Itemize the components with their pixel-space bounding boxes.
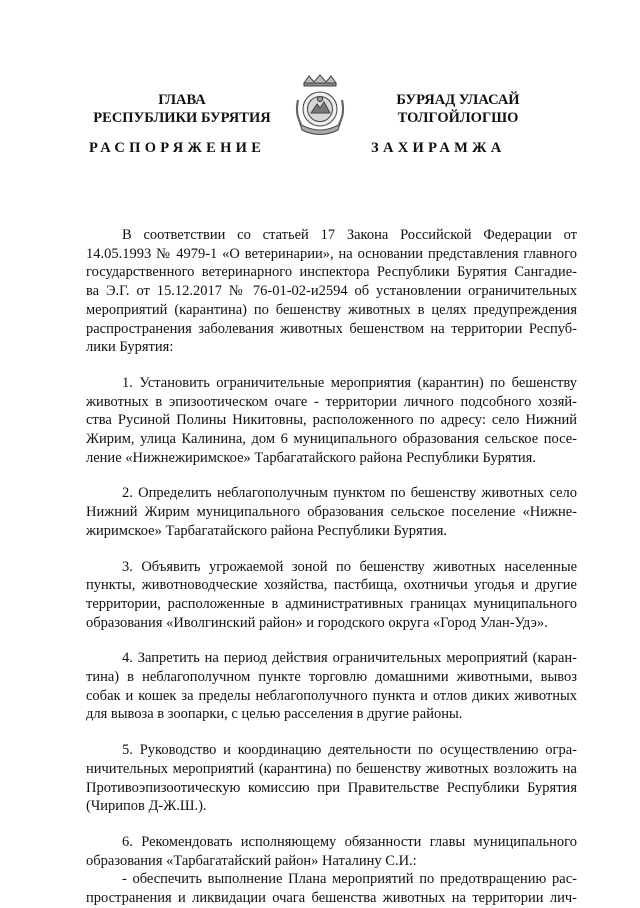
- header-right-line-2: ТОЛГОЙЛОГШО: [397, 110, 519, 126]
- text-line: ничительных мероприятий (карантина) по бешенству животных возложить на: [86, 760, 577, 777]
- text-line: территории, расположенные в административных границах муниципального: [86, 595, 577, 612]
- doc-type-right: ЗАХИРАМЖА: [371, 140, 506, 156]
- text-line: животных в эпизоотическом очаге - территории личного подсобного хозяй-: [86, 393, 577, 410]
- paragraph-gap: [86, 467, 577, 484]
- text-line: 5. Руководство и координацию деятельности по осуществлению огра-: [122, 742, 577, 759]
- text-line: 1. Установить ограничительные мероприятия (карантин) по бешенству: [122, 374, 577, 391]
- paragraph-gap: [86, 816, 577, 833]
- paragraph-5: [86, 649, 577, 724]
- paragraph-8: [86, 870, 577, 907]
- text-line: лики Бурятия:: [86, 339, 174, 356]
- paragraph-6: [86, 741, 577, 816]
- header-right: [346, 91, 570, 127]
- text-line: образования «Иволгинский район» и городского округа «Город Улан-Удэ».: [86, 614, 548, 631]
- header-right-line-1: БУРЯАД УЛАСАЙ: [396, 92, 520, 108]
- text-line: Жирим, улица Калинина, дом 6 муниципального образования сельское посе-: [86, 431, 577, 448]
- paragraph-gap: [86, 541, 577, 558]
- paragraph-3: [86, 484, 577, 540]
- text-line: пространения и ликвидации очага бешенства животных на территории лич-: [86, 890, 577, 907]
- text-line: собак и кошек за пределы неблагополучного пункта и отлов диких животных: [86, 687, 577, 704]
- paragraph-gap: [86, 632, 577, 649]
- text-line: тина) в неблагополучном пункте торговлю домашними животными, вывоз: [86, 669, 577, 686]
- paragraph-4: [86, 558, 577, 633]
- text-line: пункты, животноводческие хозяйства, пастбища, охотничьи угодья и другие: [86, 577, 577, 594]
- paragraph-7: [86, 833, 577, 870]
- text-line: 14.05.1993 № 4979-1 «О ветеринарии», на основании представления главного: [86, 245, 577, 262]
- text-line: образования «Тарбагатайский район» Наталину С.И.:: [86, 852, 417, 869]
- header-left: [70, 91, 294, 127]
- doc-type-left: РАСПОРЯЖЕНИЕ: [89, 140, 266, 156]
- paragraph-gap: [86, 724, 577, 741]
- paragraph-2: [86, 374, 577, 468]
- paragraph-gap: [86, 357, 577, 374]
- text-line: Противоэпизоотическую комиссию при Правительстве Республики Бурятия: [86, 779, 577, 796]
- text-line: государственного ветеринарного инспектора Республики Бурятия Сангадие-: [86, 264, 577, 281]
- text-line: 4. Запретить на период действия ограничительных мероприятий (каран-: [122, 650, 577, 667]
- document-body: [86, 226, 577, 908]
- header-left-line-1: ГЛАВА: [158, 92, 206, 108]
- paragraph-1: [86, 226, 577, 357]
- text-line: жиримское» Тарбагатайского района Республики Бурятия.: [86, 522, 448, 539]
- text-line: ства Русиной Полины Никитовны, расположенного по адресу: село Нижний: [86, 412, 577, 429]
- text-line: для вывоза в зоопарки, с целью расселения в другие районы.: [86, 706, 463, 723]
- text-line: - обеспечить выполнение Плана мероприятий по предотвращению рас-: [122, 871, 577, 888]
- header-left-line-2: РЕСПУБЛИКИ БУРЯТИЯ: [93, 110, 271, 126]
- text-line: В соответствии со статьей 17 Закона Российской Федерации от: [122, 227, 577, 243]
- text-line: ление «Нижнежиримское» Тарбагатайского района Республики Бурятия.: [86, 449, 536, 466]
- text-line: 2. Определить неблагополучным пунктом по бешенству животных село: [122, 485, 577, 502]
- text-line: распространения заболевания животных бешенством на территории Респуб-: [86, 320, 577, 337]
- text-line: 3. Объявить угрожаемой зоной по бешенству животных населенные: [122, 558, 577, 575]
- coat-of-arms-emblem: [292, 74, 348, 138]
- text-line: мероприятий (карантина) по бешенству животных в целях предупреждения: [86, 301, 577, 318]
- text-line: Нижний Жирим муниципального образования сельское поселение «Нижне-: [86, 504, 577, 521]
- text-line: ва Э.Г. от 15.12.2017 № 76-01-02-и2594 об установлении ограничительных: [86, 283, 577, 300]
- text-line: (Чирипов Д-Ж.Ш.).: [86, 798, 207, 815]
- text-line: 6. Рекомендовать исполняющему обязанности главы муниципального: [122, 833, 577, 850]
